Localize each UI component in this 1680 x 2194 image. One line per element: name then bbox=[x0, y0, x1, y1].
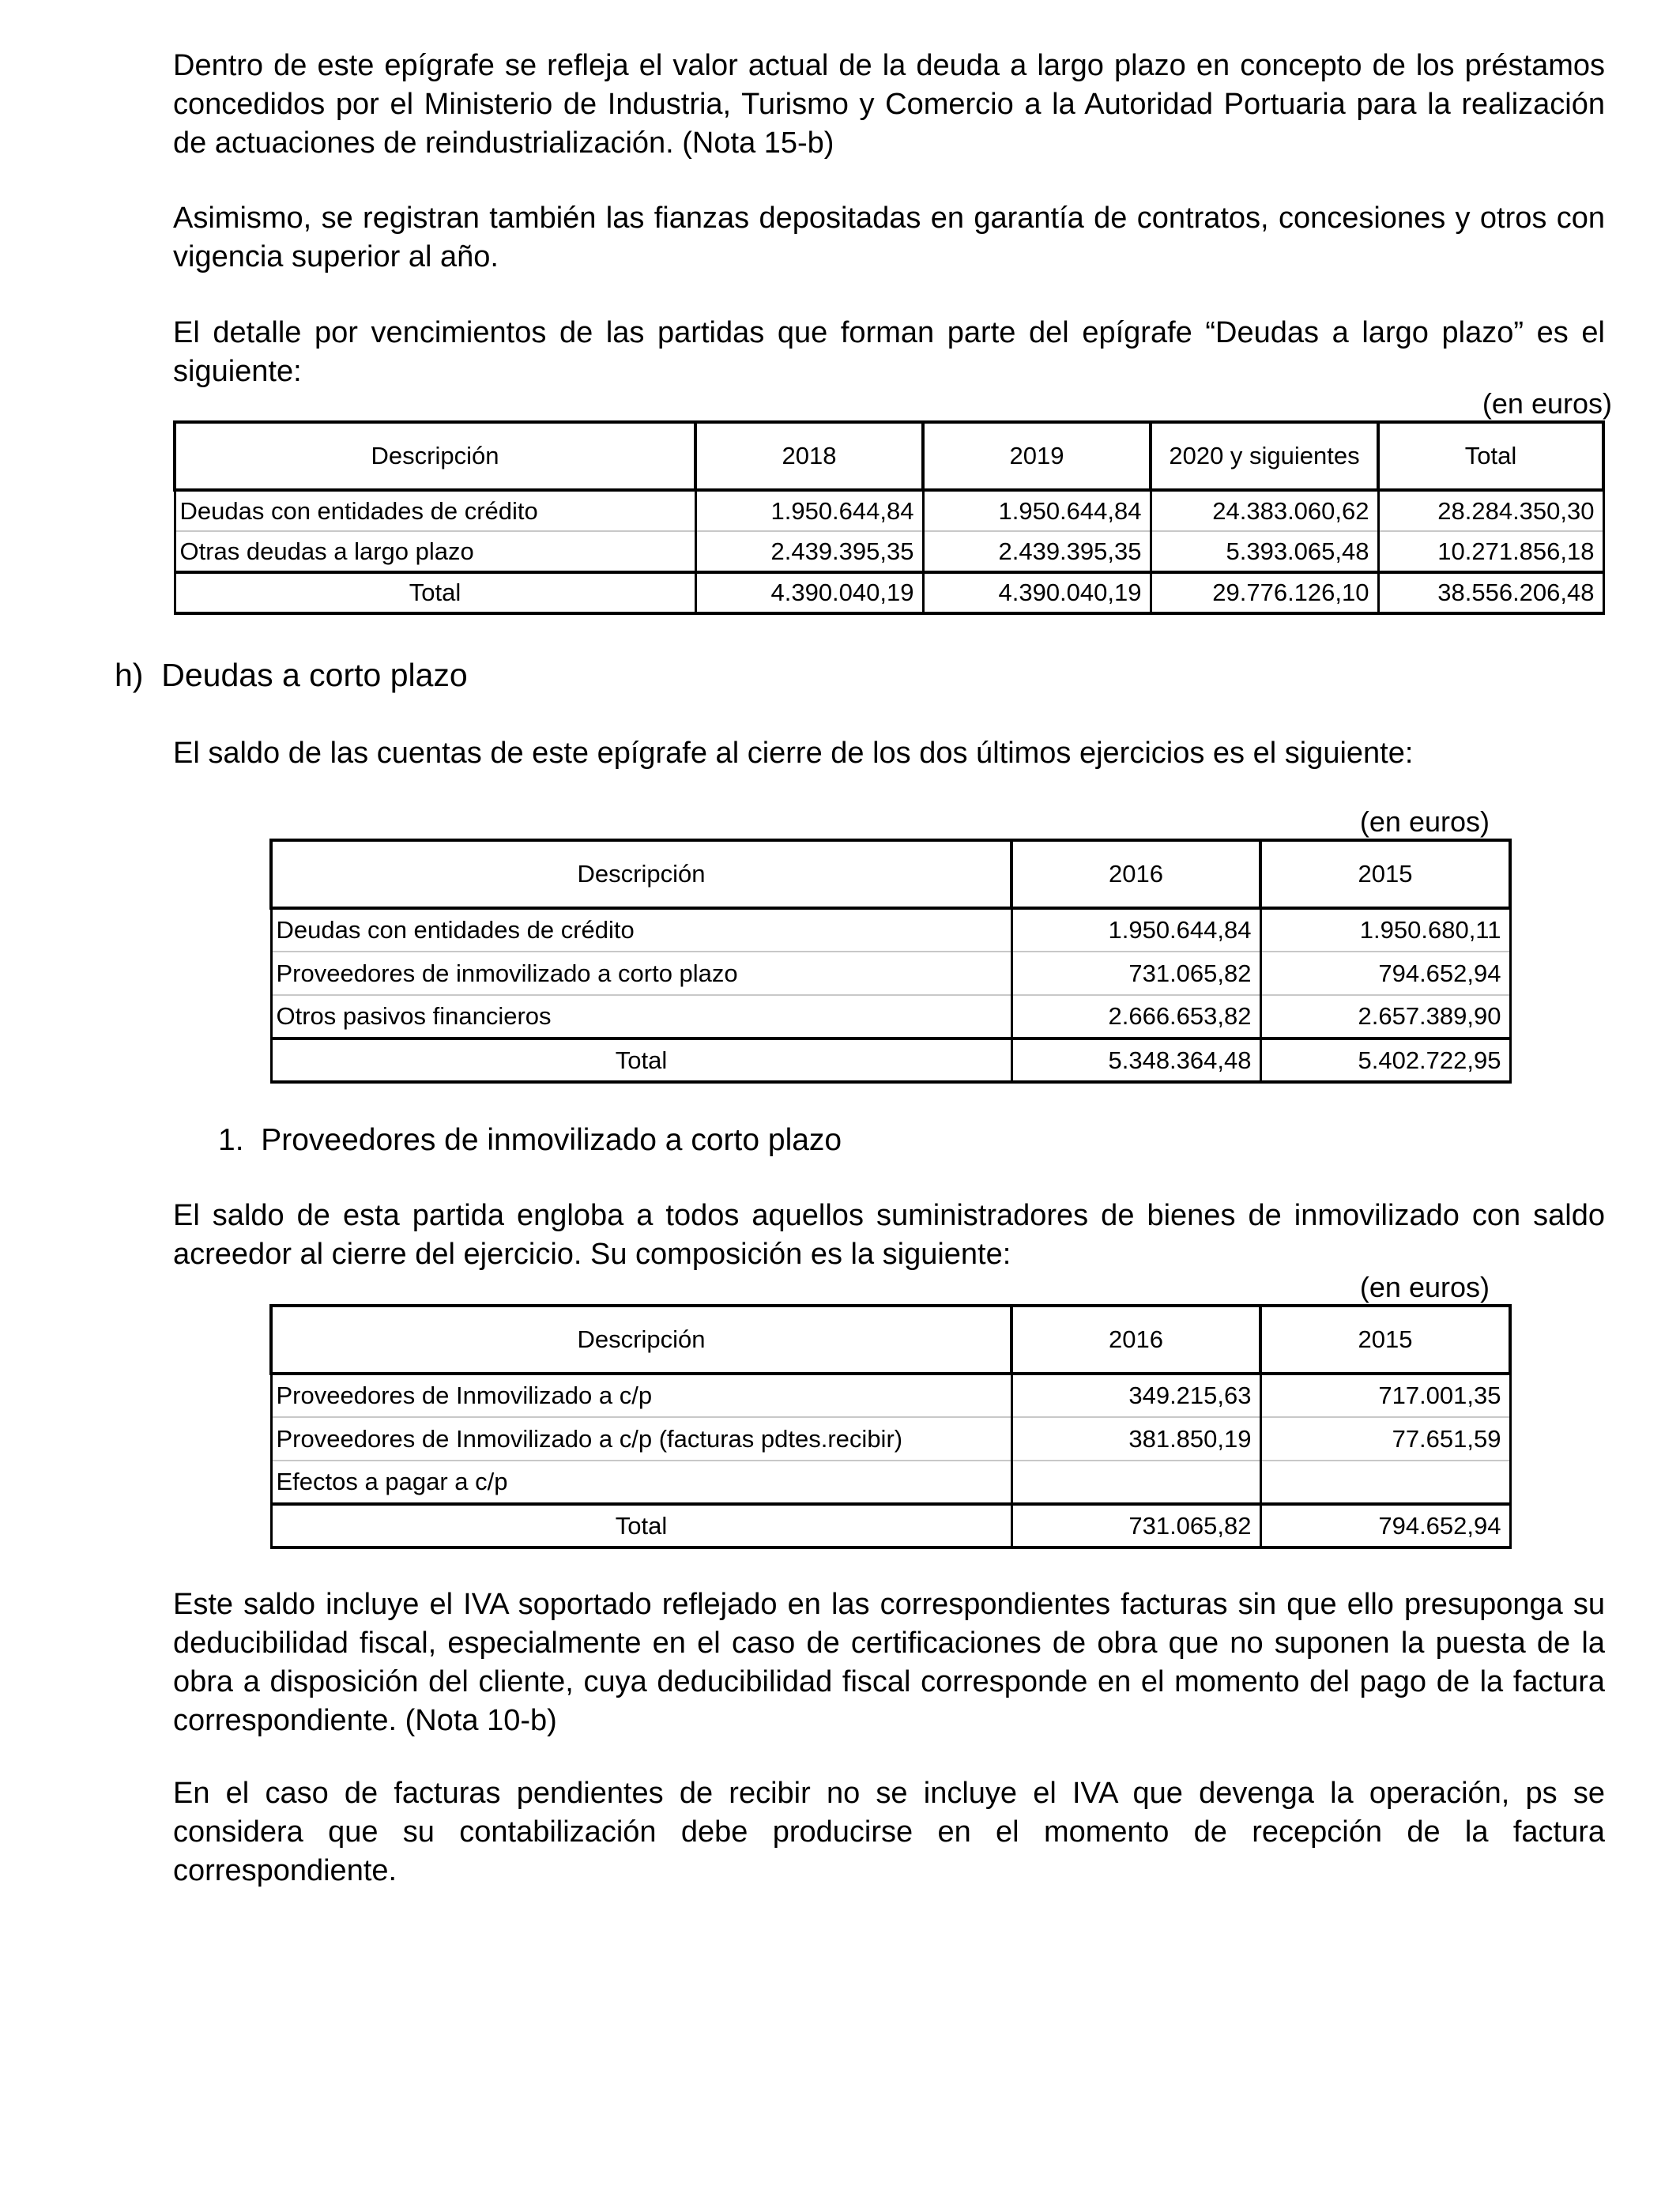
table-row bbox=[271, 1461, 1510, 1504]
section-title: Deudas a corto plazo bbox=[161, 657, 468, 693]
table-cell: 77.651,59 bbox=[1260, 1417, 1510, 1461]
paragraph-deposits: Asimismo, se registran también las fianzas depositadas en garantía de contratos, concesiones y otros con vigencia superior al año. bbox=[173, 202, 1605, 273]
table-cell: 349.215,63 bbox=[1011, 1374, 1260, 1417]
paragraph-vat-note: Este saldo incluye el IVA soportado reflejado en las correspondientes facturas sin que ello presuponga su deducibilidad fiscal, especialmente en el caso de certificaciones de obra que no suponen la puesta de la obra a disposición del cliente, cuya deducibilidad fiscal corresponde en el momento del pago de la factura correspondiente. (Nota 10-b) bbox=[173, 1588, 1605, 1737]
table-cell: Deudas con entidades de crédito bbox=[271, 908, 1011, 952]
table-cell: Deudas con entidades de crédito bbox=[175, 490, 695, 531]
column-header: 2019 bbox=[923, 422, 1151, 490]
column-header: Descripción bbox=[271, 1306, 1011, 1374]
unit-label-table2: (en euros) bbox=[1359, 805, 1490, 838]
table-row bbox=[271, 1417, 1510, 1461]
table-cell: 4.390.040,19 bbox=[923, 572, 1151, 613]
table-cell: 29.776.126,10 bbox=[1151, 572, 1378, 613]
table-cell: 794.652,94 bbox=[1260, 952, 1510, 995]
long-term-debt-maturity-table bbox=[173, 420, 1605, 615]
paragraph-long-term-debt-intro: Dentro de este epígrafe se refleja el valor actual de la deuda a largo plazo en concepto de los préstamos concedidos por el Ministerio de Industria, Turismo y Comercio a la Autoridad Portuaria para la realización de actuaciones de reindustrialización. (Nota 15-b) bbox=[173, 49, 1605, 160]
table-cell: Proveedores de Inmovilizado a c/p (facturas pdtes.recibir) bbox=[271, 1417, 1011, 1461]
table-cell: 5.402.722,95 bbox=[1260, 1039, 1510, 1082]
fixed-asset-suppliers-table bbox=[269, 1304, 1512, 1549]
section-heading bbox=[115, 655, 468, 695]
subsection-heading bbox=[218, 1121, 842, 1160]
table-cell: 381.850,19 bbox=[1011, 1417, 1260, 1461]
table-cell: 794.652,94 bbox=[1260, 1504, 1510, 1547]
column-header: 2018 bbox=[695, 422, 923, 490]
table-cell: 38.556.206,48 bbox=[1378, 572, 1603, 613]
column-header: 2020 y siguientes bbox=[1151, 422, 1378, 490]
table-row bbox=[271, 908, 1510, 952]
paragraph-pending-invoices: En el caso de facturas pendientes de recibir no se incluye el IVA que devenga la operación, ps se considera que su contabilización debe producirse en el momento de recepción de la factura correspondiente. bbox=[173, 1777, 1605, 1887]
table-row bbox=[271, 1374, 1510, 1417]
subsection-marker: 1. bbox=[218, 1123, 244, 1157]
table-cell: 2.657.389,90 bbox=[1260, 995, 1510, 1039]
column-header: Descripción bbox=[175, 422, 695, 490]
column-header: Descripción bbox=[271, 840, 1011, 908]
table-cell: 1.950.644,84 bbox=[1011, 908, 1260, 952]
table-cell bbox=[1011, 1461, 1260, 1504]
table-total-row bbox=[271, 1504, 1510, 1547]
column-header: 2015 bbox=[1260, 840, 1510, 908]
paragraph-short-term-intro: El saldo de las cuentas de este epígrafe al cierre de los dos últimos ejercicios es el siguiente: bbox=[173, 737, 1414, 770]
table-cell: 2.439.395,35 bbox=[695, 531, 923, 572]
table-row bbox=[175, 531, 1603, 572]
subsection-title: Proveedores de inmovilizado a corto plazo bbox=[261, 1123, 842, 1157]
table-cell: 2.666.653,82 bbox=[1011, 995, 1260, 1039]
section-marker: h) bbox=[115, 657, 144, 693]
column-header: 2016 bbox=[1011, 1306, 1260, 1374]
table-cell: Otros pasivos financieros bbox=[271, 995, 1011, 1039]
table-cell: 28.284.350,30 bbox=[1378, 490, 1603, 531]
table-row bbox=[175, 490, 1603, 531]
table-cell: 2.439.395,35 bbox=[923, 531, 1151, 572]
table-cell: Proveedores de inmovilizado a corto plazo bbox=[271, 952, 1011, 995]
table-cell: 1.950.680,11 bbox=[1260, 908, 1510, 952]
table-cell: 4.390.040,19 bbox=[695, 572, 923, 613]
table-row bbox=[271, 952, 1510, 995]
table-cell: Otras deudas a largo plazo bbox=[175, 531, 695, 572]
table-cell: 1.950.644,84 bbox=[923, 490, 1151, 531]
column-header: 2015 bbox=[1260, 1306, 1510, 1374]
total-label: Total bbox=[175, 572, 695, 613]
unit-label-table3: (en euros) bbox=[1359, 1271, 1490, 1303]
table-cell: 24.383.060,62 bbox=[1151, 490, 1378, 531]
table-cell: 1.950.644,84 bbox=[695, 490, 923, 531]
table-cell: Proveedores de Inmovilizado a c/p bbox=[271, 1374, 1011, 1417]
table-cell: 5.393.065,48 bbox=[1151, 531, 1378, 572]
table-cell: 5.348.364,48 bbox=[1011, 1039, 1260, 1082]
table-cell bbox=[1260, 1461, 1510, 1504]
unit-label-table1: (en euros) bbox=[1482, 387, 1612, 420]
short-term-debt-table bbox=[269, 839, 1512, 1084]
paragraph-maturity-detail: El detalle por vencimientos de las partidas que forman parte del epígrafe “Deudas a largo plazo” es el siguiente: bbox=[173, 316, 1605, 388]
table-cell: Efectos a pagar a c/p bbox=[271, 1461, 1011, 1504]
table-cell: 717.001,35 bbox=[1260, 1374, 1510, 1417]
table-cell: 10.271.856,18 bbox=[1378, 531, 1603, 572]
table-cell: 731.065,82 bbox=[1011, 952, 1260, 995]
total-label: Total bbox=[271, 1039, 1011, 1082]
paragraph-suppliers-intro: El saldo de esta partida engloba a todos aquellos suministradores de bienes de inmovilizado con saldo acreedor al cierre del ejercicio. Su composición es la siguiente: bbox=[173, 1199, 1605, 1271]
table-total-row bbox=[175, 572, 1603, 613]
column-header: 2016 bbox=[1011, 840, 1260, 908]
table-total-row bbox=[271, 1039, 1510, 1082]
total-label: Total bbox=[271, 1504, 1011, 1547]
table-row bbox=[271, 995, 1510, 1039]
table-cell: 731.065,82 bbox=[1011, 1504, 1260, 1547]
column-header: Total bbox=[1378, 422, 1603, 490]
